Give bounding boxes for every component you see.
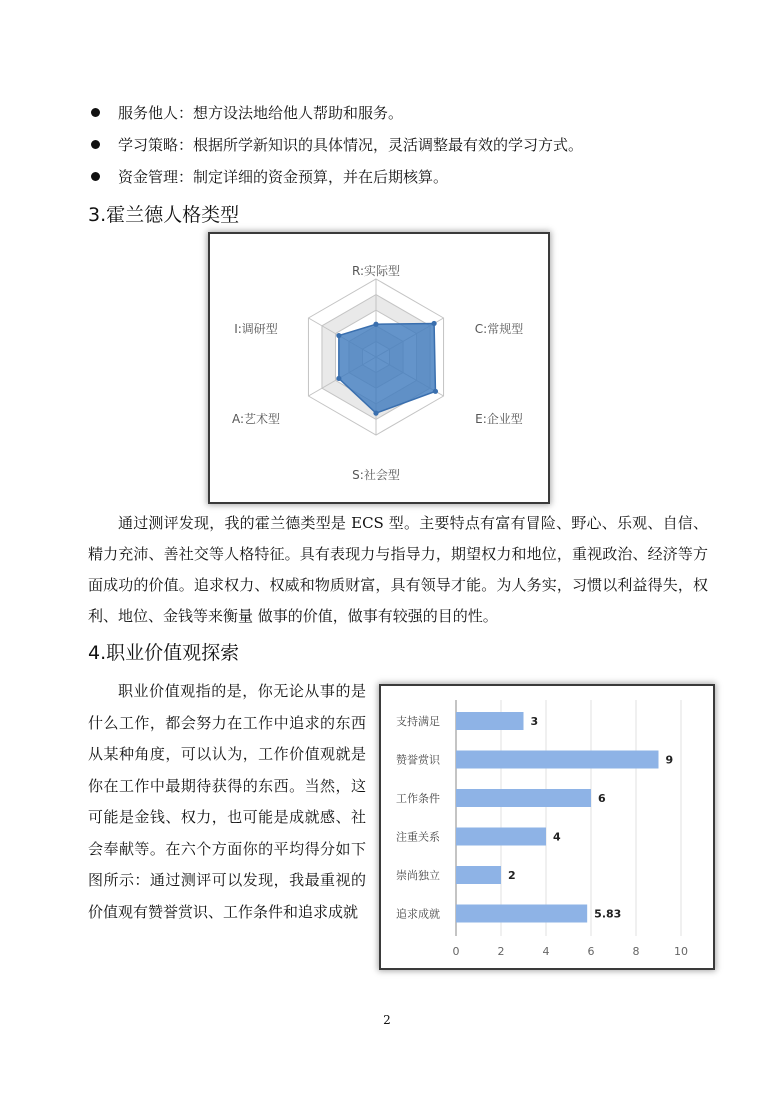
category-label: 支持满足 <box>396 715 440 728</box>
bar <box>456 751 659 769</box>
radar-axis-label: I:调研型 <box>234 322 278 336</box>
bar <box>456 866 501 884</box>
section-heading-values: 4.职业价值观探索 <box>88 642 240 664</box>
category-label: 注重关系 <box>396 830 440 844</box>
category-label: 崇尚独立 <box>396 869 440 882</box>
bullet-item <box>88 164 708 196</box>
values-bar-figure <box>381 686 713 968</box>
category-label: 追求成就 <box>396 907 440 921</box>
radar-data-point <box>431 321 436 326</box>
bullet-list <box>88 100 708 196</box>
x-tick-label: 6 <box>587 945 595 958</box>
category-label: 工作条件 <box>396 792 440 805</box>
radar-data-point <box>336 333 341 338</box>
holland-paragraph: 通过测评发现，我的霍兰德类型是 ECS 型。主要特点有富有冒险、野心、乐观、自信、精力充沛、善社交等人格特征。具有表现力与指导力，期望权力和地位，重视政治、经济等方面成功的价值。追求权力、权威和物质财富，具有领导才能。为人务实，习惯以利益得失，权利、地位、金钱等来衡量 做事的价值，做事有较强的目的性。 <box>88 514 708 625</box>
radar-data-point <box>373 411 378 416</box>
radar-data-point <box>373 322 378 327</box>
holland-radar-figure <box>210 234 548 502</box>
bar <box>456 828 546 846</box>
bar-value-label: 6 <box>598 792 606 805</box>
category-label: 赞誉赏识 <box>396 753 440 767</box>
bullet-item <box>88 132 708 164</box>
bullet-text: 服务他人：想方设法地给他人帮助和服务。 <box>118 104 404 122</box>
radar-axis-label: E:企业型 <box>475 412 523 426</box>
page-number: 2 <box>383 1013 391 1027</box>
radar-axis-label: R:实际型 <box>351 264 401 278</box>
x-tick-label: 4 <box>542 945 550 958</box>
bullet-text: 学习策略：根据所学新知识的具体情况，灵活调整最有效的学习方式。 <box>118 136 584 154</box>
section-heading-holland: 3.霍兰德人格类型 <box>88 204 240 226</box>
bar-value-label: 4 <box>553 830 561 844</box>
radar-data-point <box>336 376 341 381</box>
values-paragraph: 职业价值观指的是，你无论从事的是什么工作，都会努力在工作中追求的东西从某种角度，可以认为，工作价值观就是你在工作中最期待获得的东西。当然，这可能是金钱、权力，也可能是成就感、社会奉献等。在六个方面你的平均得分如下图所示：通过测评可以发现，我最重视的价值观有赞誉赏识、工作条件和追求成就 <box>88 682 366 921</box>
radar-chart <box>210 234 548 502</box>
bar-value-label: 2 <box>508 869 516 882</box>
bullet-item <box>88 100 708 132</box>
bar <box>456 789 591 807</box>
radar-axis-label: C:常规型 <box>474 322 524 336</box>
x-tick-label: 8 <box>632 945 640 958</box>
x-tick-label: 2 <box>497 945 505 958</box>
bar <box>456 905 587 923</box>
x-tick-label: 0 <box>452 945 460 958</box>
radar-data-point <box>433 389 438 394</box>
bullet-dot-icon <box>91 172 100 181</box>
bar-value-label: 3 <box>530 715 539 728</box>
bar-value-label: 5.83 <box>594 907 622 921</box>
bar-chart <box>381 686 713 968</box>
bar-value-label: 9 <box>665 753 674 767</box>
radar-axis-label: A:艺术型 <box>231 412 281 426</box>
bullet-text: 资金管理：制定详细的资金预算，并在后期核算。 <box>118 168 449 186</box>
bullet-dot-icon <box>91 108 100 117</box>
radar-axis-label: S:社会型 <box>352 468 400 482</box>
bullet-dot-icon <box>91 140 100 149</box>
bar <box>456 712 524 730</box>
x-tick-label: 10 <box>674 945 688 958</box>
